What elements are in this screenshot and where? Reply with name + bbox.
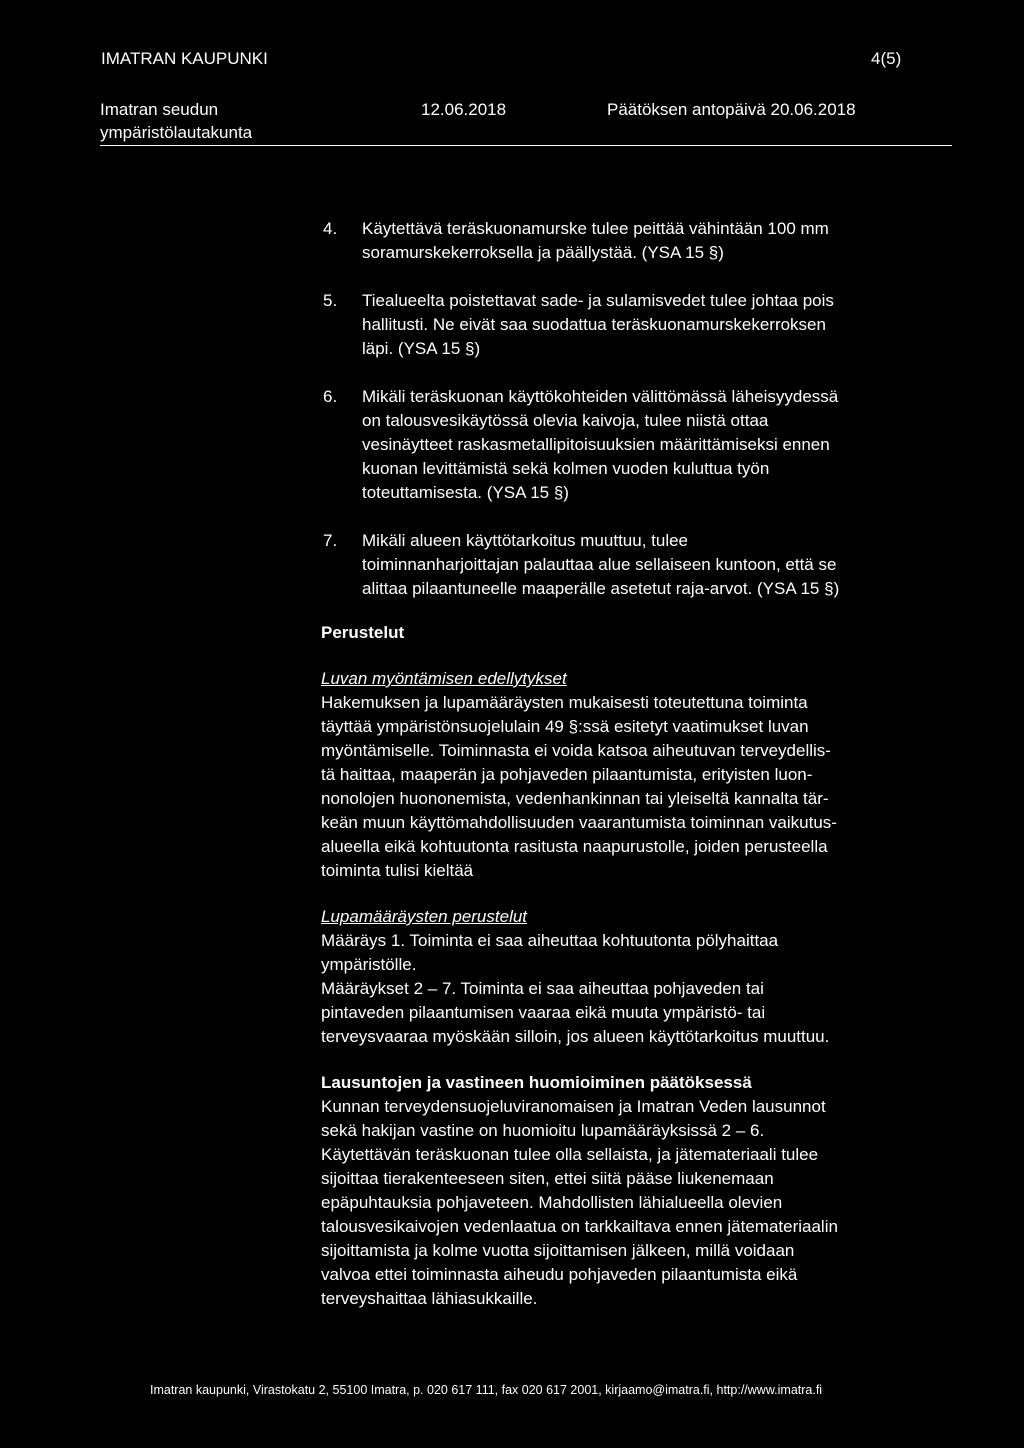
paragraph-line: sijoittaa tierakenteeseen siten, ettei siitä pääse liukenemaan bbox=[321, 1169, 774, 1188]
condition-line: soramurskekerroksella ja päällystää. (YSA 15 §) bbox=[362, 243, 724, 262]
condition-line: kuonan levittämistä sekä kolmen vuoden kuluttua työn bbox=[362, 459, 770, 478]
section-title: Luvan myöntämisen edellytykset bbox=[321, 669, 567, 688]
paragraph-line: myöntämiselle. Toiminnasta ei voida katsoa aiheutuvan terveydellis- bbox=[321, 741, 831, 760]
condition-line: hallitusti. Ne eivät saa suodattua teräskuonamurskekerroksen bbox=[362, 315, 826, 334]
paragraph-line: Hakemuksen ja lupamääräysten mukaisesti toteutettuna toiminta bbox=[321, 693, 808, 712]
page-footer: Imatran kaupunki, Virastokatu 2, 55100 Imatra, p. 020 617 111, fax 020 617 2001, kirjaamo@imatra.fi, http://www.imatra.fi bbox=[150, 1383, 823, 1397]
condition-line: alittaa pilaantuneelle maaperälle asetetut raja-arvot. (YSA 15 §) bbox=[362, 579, 840, 598]
condition-line: Käytettävä teräskuonamurske tulee peittää vähintään 100 mm bbox=[362, 219, 829, 238]
condition-number: 5. bbox=[323, 291, 338, 310]
paragraph-line: alueella eikä kohtuutonta rasitusta naapurustolle, joiden perusteella bbox=[321, 837, 828, 856]
paragraph-line: ympäristölle. bbox=[321, 955, 417, 974]
paragraph-line: terveyshaittaa lähiasukkaille. bbox=[321, 1289, 538, 1308]
section-heading-perustelut: Perustelut bbox=[321, 623, 405, 642]
board-name-line2: ympäristölautakunta bbox=[100, 123, 253, 142]
condition-number: 6. bbox=[323, 387, 338, 406]
paragraph-line: terveysvaaraa myöskään silloin, jos alueen käyttötarkoitus muuttuu. bbox=[321, 1027, 830, 1046]
section-luvan-edellytykset bbox=[321, 667, 837, 883]
paragraph-line: pintaveden pilaantumisen vaaraa eikä muuta ympäristö- tai bbox=[321, 1003, 766, 1022]
condition-item-5 bbox=[323, 289, 963, 361]
header-rule bbox=[100, 145, 952, 146]
paragraph-line: sijoittamista ja kolme vuotta sijoittamisen jälkeen, millä voidaan bbox=[321, 1241, 795, 1260]
paragraph-line: epäpuhtauksia pohjaveteen. Mahdollisten lähialueella olevien bbox=[321, 1193, 783, 1212]
condition-line: toteuttamisesta. (YSA 15 §) bbox=[362, 483, 569, 502]
page-number: 4(5) bbox=[871, 49, 902, 68]
condition-number: 4. bbox=[323, 219, 338, 238]
meeting-date: 12.06.2018 bbox=[421, 100, 507, 119]
condition-item-7 bbox=[323, 529, 963, 601]
condition-line: on talousvesikäytössä olevia kaivoja, tulee niistä ottaa bbox=[362, 411, 769, 430]
paragraph-line: tä haittaa, maaperän ja pohjaveden pilaantumista, erityisten luon- bbox=[321, 765, 813, 784]
paragraph-line: Käytettävän teräskuonan tulee olla sellaista, ja jätemateriaali tulee bbox=[321, 1145, 819, 1164]
paragraph-line: Kunnan terveydensuojeluviranomaisen ja Imatran Veden lausunnot bbox=[321, 1097, 826, 1116]
organization-name: IMATRAN KAUPUNKI bbox=[101, 49, 268, 68]
paragraph-line: täyttää ympäristönsuojelulain 49 §:ssä esitetyt vaatimukset luvan bbox=[321, 717, 809, 736]
condition-line: läpi. (YSA 15 §) bbox=[362, 339, 481, 358]
paragraph-line: sekä hakijan vastine on huomioitu lupamääräyksissä 2 – 6. bbox=[321, 1121, 765, 1140]
board-name-line1: Imatran seudun bbox=[100, 100, 219, 119]
condition-line: Mikäli alueen käyttötarkoitus muuttuu, tulee bbox=[362, 531, 689, 550]
section-lupamaaraysten-perustelut bbox=[321, 905, 829, 1049]
paragraph-line: Määräykset 2 – 7. Toiminta ei saa aiheuttaa pohjaveden tai bbox=[321, 979, 764, 998]
paragraph-line: valvoa ettei toiminnasta aiheudu pohjaveden pilaantumista eikä bbox=[321, 1265, 798, 1284]
condition-line: vesinäytteet raskasmetallipitoisuuksien määrittämiseksi ennen bbox=[362, 435, 830, 454]
decision-date: Päätöksen antopäivä 20.06.2018 bbox=[607, 100, 856, 119]
paragraph-line: keän muun käyttömahdollisuuden vaarantumista toiminnan vaikutus- bbox=[321, 813, 837, 832]
paragraph-line: talousvesikaivojen vedenlaatua on tarkkailtava ennen jätemateriaalin bbox=[321, 1217, 838, 1236]
paragraph-line: toiminta tulisi kieltää bbox=[321, 861, 474, 880]
condition-line: Mikäli teräskuonan käyttökohteiden välittömässä läheisyydessä bbox=[362, 387, 839, 406]
paragraph-line: nonolojen huononemista, vedenhankinnan tai yleiseltä kannalta tär- bbox=[321, 789, 829, 808]
section-title: Lausuntojen ja vastineen huomioiminen päätöksessä bbox=[321, 1073, 752, 1092]
condition-line: Tiealueelta poistettavat sade- ja sulamisvedet tulee johtaa pois bbox=[362, 291, 834, 310]
condition-item-6 bbox=[323, 385, 963, 505]
condition-line: toiminnanharjoittajan palauttaa alue sellaiseen kuntoon, että se bbox=[362, 555, 837, 574]
condition-item-4 bbox=[323, 217, 963, 265]
condition-number: 7. bbox=[323, 531, 338, 550]
paragraph-line: Määräys 1. Toiminta ei saa aiheuttaa kohtuutonta pölyhaittaa bbox=[321, 931, 779, 950]
section-title: Lupamääräysten perustelut bbox=[321, 907, 528, 926]
section-lausuntojen-huomioiminen bbox=[321, 1071, 838, 1311]
